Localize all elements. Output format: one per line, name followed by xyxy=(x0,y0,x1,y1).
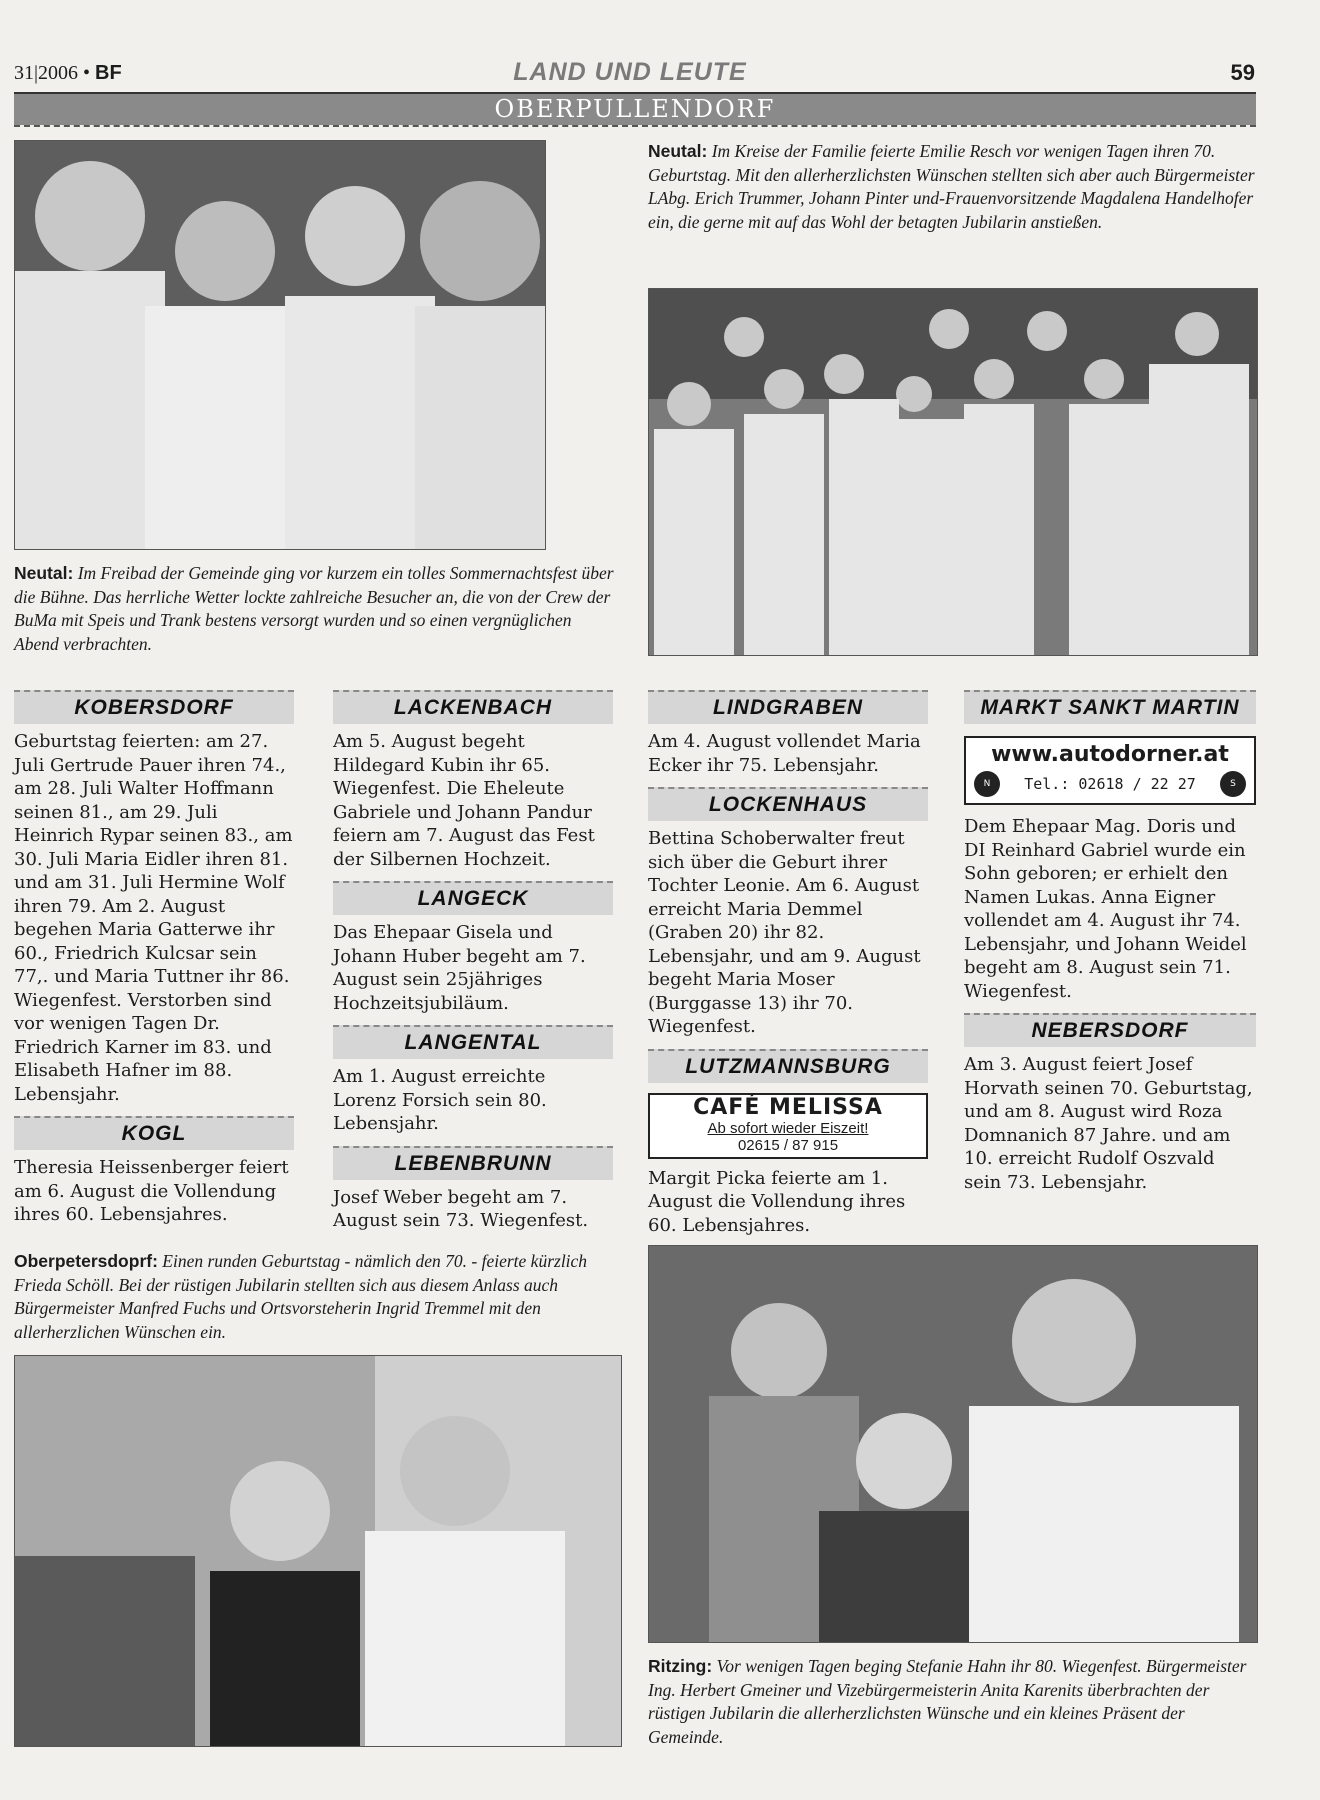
heading-kobersdorf: KOBERSDORF xyxy=(14,690,294,724)
caption-text: Vor wenigen Tagen beging Stefanie Hahn ihr 80. Wiegenfest. Bürgermeister Ing. Herbert Gmeiner und Vizebürgermeisterin Anita Karenits überbrachten der rüstigen Jubilarin die allerherzlichsten Wünsche und ein kleines Präsent der Gemeinde. xyxy=(648,1656,1247,1747)
text-kobersdorf: Geburtstag feierten: am 27. Juli Gertrude Pauer ihren 74., am 28. Juli Walter Hoffmann seinen 81., am 29. Juli Heinrich Rypar seinen 83., am 30. Juli Maria Eidler ihren 81. und am 31. Juli Hermine Wolf ihren 79. Am 2. August begehen Maria Gatterwe ihr 60., Friedrich Kulcsar sein 77,. und Maria Tuttner ihr 86. Wiegenfest. Verstorben sind vor wenigen Tagen Dr. Friedrich Karner im 83. und Elisabeth Hafner im 88. Lebensjahr. xyxy=(14,731,293,1105)
column-4 xyxy=(964,690,1256,1204)
text-lutzmannsburg: Margit Picka feierte am 1. August die Vollendung ihres 60. Lebensjahres. xyxy=(648,1167,906,1236)
caption-text: Im Kreise der Familie feierte Emilie Resch vor wenigen Tagen ihren 70. Geburtstag. Mit den allerherzlichsten Wünschen stellten sich aber auch Bürgermeister LAbg. Erich Trummer, Johann Pinter und-Frauenvorsitzende Magdalena Handelhofer ein, die gerne mit auf das Wohl der betagten Jubilarin anstießen. xyxy=(648,141,1255,232)
heading-kogl: KOGL xyxy=(14,1116,294,1150)
heading-lutzmannsburg: LUTZMANNSBURG xyxy=(648,1049,928,1083)
text-langental: Am 1. August erreichte Lorenz Forsich sein 80. Lebensjahr. xyxy=(333,1066,547,1134)
photo-sommernachtsfest xyxy=(14,140,546,550)
heading-markt-sankt-martin: MARKT SANKT MARTIN xyxy=(964,690,1256,724)
photo-neutal-family xyxy=(648,288,1258,656)
heading-lindgraben: LINDGRABEN xyxy=(648,690,928,724)
text-lackenbach: Am 5. August begeht Hildegard Kubin ihr 65. Wiegenfest. Die Eheleute Gabriele und Johann Pandur feiern am 7. August das Fest der Silbernen Hochzeit. xyxy=(333,731,595,870)
issue-number: 31|2006 • xyxy=(14,62,91,84)
caption-place: Neutal: xyxy=(14,563,74,583)
cafe-name: CAFÉ MELISSA xyxy=(693,1094,883,1120)
cafe-slogan: Ab sofort wieder Eiszeit! xyxy=(707,1119,869,1137)
heading-lackenbach: LACKENBACH xyxy=(333,690,613,724)
header-dash-rule xyxy=(14,125,1256,127)
region-title: OBERPULLENDORF xyxy=(494,95,776,123)
caption-ritzing xyxy=(648,1655,1256,1749)
heading-langental: LANGENTAL xyxy=(333,1025,613,1059)
ad-cafe-melissa xyxy=(648,1093,928,1159)
caption-neutal-freibad xyxy=(14,562,614,656)
column-1 xyxy=(14,690,294,1237)
publication-name: BF xyxy=(95,62,122,84)
ad-url: www.autodorner.at xyxy=(991,742,1229,767)
skoda-logo-icon: S xyxy=(1220,771,1246,797)
text-langeck: Das Ehepaar Gisela und Johann Huber begeht am 7. August sein 25jähriges Hochzeitsjubiläum. xyxy=(333,922,586,1014)
ad-autodorner xyxy=(964,736,1256,805)
photo-ritzing xyxy=(648,1245,1258,1643)
caption-neutal-resch xyxy=(648,140,1256,234)
column-3 xyxy=(648,690,928,1247)
page-number: 59 xyxy=(1230,60,1255,85)
heading-lockenhaus: LOCKENHAUS xyxy=(648,787,928,821)
column-2 xyxy=(333,690,613,1243)
ad-phone: Tel.: 02618 / 22 27 xyxy=(1024,775,1196,793)
photo-oberpetersdorf xyxy=(14,1355,622,1747)
cafe-phone: 02615 / 87 915 xyxy=(737,1136,839,1154)
heading-lebenbrunn: LEBENBRUNN xyxy=(333,1146,613,1180)
caption-place: Ritzing: xyxy=(648,1656,713,1676)
text-nebersdorf: Am 3. August feiert Josef Horvath seinen 70. Geburtstag, und am 8. August wird Roza Domnanich 87 Jahre. und am 10. erreicht Rudolf Oszvald sein 73. Lebensjahr. xyxy=(964,1054,1253,1193)
heading-langeck: LANGECK xyxy=(333,881,613,915)
caption-text: Im Freibad der Gemeinde ging vor kurzem ein tolles Sommernachtsfest über die Bühne. Das herrliche Wetter lockte zahlreiche Besucher an, die von der Crew der BuMa mit Speis und Trank bestens versorgt wurden und so einen vergnüglichen Abend verbrachten. xyxy=(14,563,614,654)
heading-nebersdorf: NEBERSDORF xyxy=(964,1013,1256,1047)
text-lindgraben: Am 4. August vollendet Maria Ecker ihr 75. Lebensjahr. xyxy=(648,731,921,776)
section-title: LAND UND LEUTE xyxy=(513,58,747,86)
text-lebenbrunn: Josef Weber begeht am 7. August sein 73. Wiegenfest. xyxy=(333,1186,589,1231)
caption-text: Einen runden Geburtstag - nämlich den 70. - feierte kürzlich Frieda Schöll. Bei der rüstigen Jubilarin stellten sich aus diesem Anlass auch Bürgermeister Manfred Fuchs und Ortsvorsteherin Ingrid Tremmel mit den allerherzlichen Wünschen ein. xyxy=(14,1251,588,1342)
issue-info xyxy=(14,62,122,85)
caption-oberpetersdorf xyxy=(14,1250,620,1344)
caption-place: Oberpetersdoprf: xyxy=(14,1251,158,1271)
nissan-logo-icon: N xyxy=(974,771,1000,797)
text-lockenhaus: Bettina Schoberwalter freut sich über die Geburt ihrer Tochter Leonie. Am 6. August erreicht Maria Demmel (Graben 20) ihr 82. Lebensjahr, und am 9. August begeht Maria Moser (Burggasse 13) ihr 70. Wiegenfest. xyxy=(648,828,921,1037)
caption-place: Neutal: xyxy=(648,141,708,161)
text-kogl: Theresia Heissenberger feiert am 6. August die Vollendung ihres 60. Lebensjahres. xyxy=(14,1157,289,1225)
text-markt-sankt-martin: Dem Ehepaar Mag. Doris und DI Reinhard Gabriel wurde ein Sohn geboren; er erhielt den Namen Lukas. Anna Eigner vollendet am 4. August ihr 74. Lebensjahr, und Johann Weidel begeht am 8. August sein 71. Wiegenfest. xyxy=(964,816,1247,1002)
